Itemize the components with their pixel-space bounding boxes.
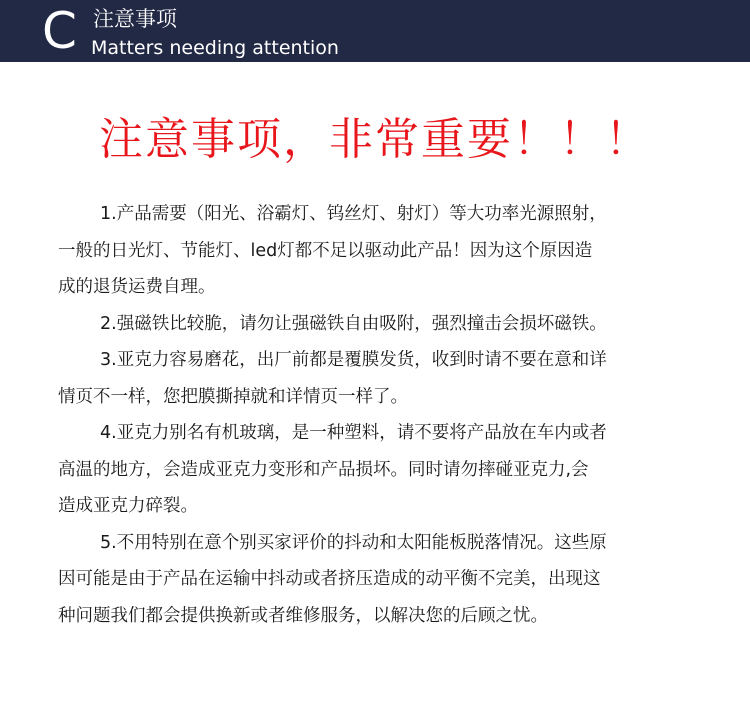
notice-line: 高温的地方，会造成亚克力变形和产品损坏。同时请勿摔碰亚克力,会 bbox=[58, 459, 589, 480]
notice-item-3 bbox=[58, 342, 698, 415]
section-header bbox=[0, 0, 750, 62]
notice-line: 4.亚克力别名有机玻璃，是一种塑料，请不要将产品放在车内或者 bbox=[100, 423, 607, 443]
notice-item-2 bbox=[58, 306, 698, 343]
notice-item-5 bbox=[58, 525, 698, 635]
section-letter: C bbox=[42, 2, 77, 60]
section-title-en: Matters needing attention bbox=[91, 37, 339, 59]
notice-list bbox=[58, 196, 698, 634]
notice-line: 造成亚克力碎裂。 bbox=[58, 496, 198, 516]
notice-item-4 bbox=[58, 415, 698, 525]
notice-line: 成的退货运费自理。 bbox=[58, 277, 216, 297]
notice-line: 2.强磁铁比较脆，请勿让强磁铁自由吸附，强烈撞击会损坏磁铁。 bbox=[100, 313, 607, 334]
notice-line: 一般的日光灯、节能灯、led灯都不足以驱动此产品！因为这个原因造 bbox=[58, 240, 593, 261]
notice-line: 1.产品需要（阳光、浴霸灯、钨丝灯、射灯）等大功率光源照射， bbox=[100, 204, 607, 224]
notice-line: 情页不一样，您把膜撕掉就和详情页一样了。 bbox=[58, 386, 408, 407]
notice-line: 因可能是由于产品在运输中抖动或者挤压造成的动平衡不完美，出现这 bbox=[58, 569, 601, 589]
notice-line: 种问题我们都会提供换新或者维修服务，以解决您的后顾之忧。 bbox=[58, 605, 548, 626]
section-title-cn: 注意事项 bbox=[93, 7, 177, 31]
notice-item-1 bbox=[58, 196, 698, 306]
notice-line: 5.不用特别在意个别买家评价的抖动和太阳能板脱落情况。这些原 bbox=[100, 532, 607, 553]
notice-line: 3.亚克力容易磨花，出厂前都是覆膜发货，收到时请不要在意和详 bbox=[100, 350, 607, 370]
headline: 注意事项，非常重要！！！ bbox=[99, 114, 651, 165]
